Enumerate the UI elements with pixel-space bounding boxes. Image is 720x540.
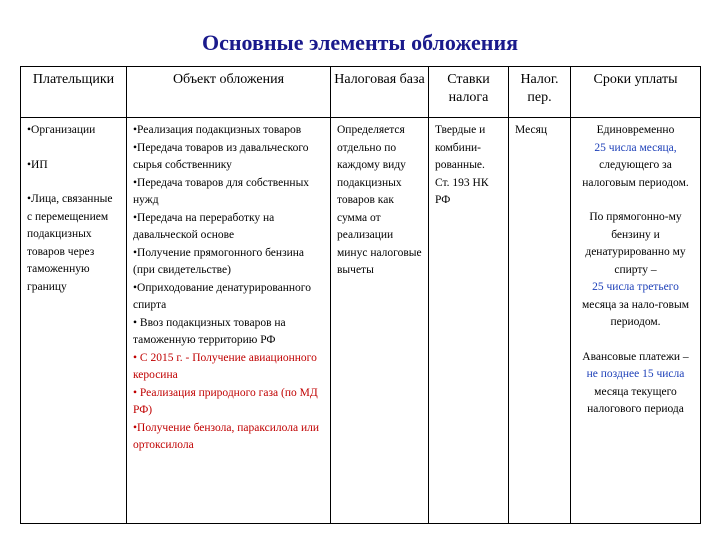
object-item: •Передача товаров для собственных нужд — [133, 176, 310, 206]
base-cell: Определяется отдельно по каждому виду подакцизных товаров как сумма от реализации минус налоговые вычеты — [331, 118, 429, 524]
deadline-highlight: не позднее 15 числа — [586, 368, 685, 380]
object-item: •Получение прямогонного бензина (при свидетельстве) — [133, 246, 305, 276]
object-item-highlighted: •Получение бензола, параксилола или ортоксилола — [133, 421, 319, 451]
object-item-highlighted: • С 2015 г. - Получение авиационного керосина — [133, 351, 317, 381]
deadlines-cell — [571, 118, 701, 524]
object-item: •Оприходование денатурированного спирта — [133, 281, 311, 311]
object-item: •Передача на переработку на давальческой основе — [133, 211, 275, 241]
deadline-text: месяца текущего налогового периода — [587, 385, 684, 415]
object-item-highlighted: • Реализация природного газа (по МД РФ) — [133, 386, 318, 416]
page-title: Основные элементы обложения — [201, 30, 519, 55]
header-deadlines: Сроки уплаты — [571, 67, 701, 118]
deadline-highlight: 25 числа третьего — [592, 281, 679, 293]
deadline-highlight: 25 числа месяца, — [594, 141, 677, 154]
objects-cell — [127, 118, 331, 524]
header-base: Налоговая база — [331, 67, 429, 118]
header-payers: Плательщики — [21, 67, 127, 118]
content-row — [21, 118, 701, 524]
tax-elements-table — [20, 66, 701, 524]
period-cell: Месяц — [509, 118, 571, 524]
header-object: Объект обложения — [127, 67, 331, 118]
object-item: • Ввоз подакцизных товаров на таможенную территорию РФ — [133, 316, 286, 346]
header-rates: Ставки налога — [429, 67, 509, 118]
header-period: Налог. пер. — [509, 67, 571, 118]
deadline-text: месяца за нало-говым периодом. — [581, 298, 689, 328]
object-item: •Передача товаров из давальческого сырья собственнику — [133, 141, 309, 171]
payer-item: •Лица, связанные с перемещением подакцизных товаров через таможенную границу — [27, 193, 113, 293]
header-row — [21, 67, 701, 118]
payer-item: •Организации — [27, 124, 96, 136]
deadline-text: Авансовые платежи – — [582, 350, 689, 363]
object-item: •Реализация подакцизных товаров — [133, 124, 302, 136]
deadline-text: следующего за налоговым периодом. — [582, 159, 689, 189]
payers-cell — [21, 118, 127, 524]
payer-item: •ИП — [27, 158, 48, 171]
deadline-text: Единовременно — [596, 124, 675, 136]
deadline-text: По прямогонно-му бензину и денатурированно му спирту – — [585, 211, 686, 276]
rates-cell: Твердые и комбини-рованные. Ст. 193 НК РФ — [429, 118, 509, 524]
